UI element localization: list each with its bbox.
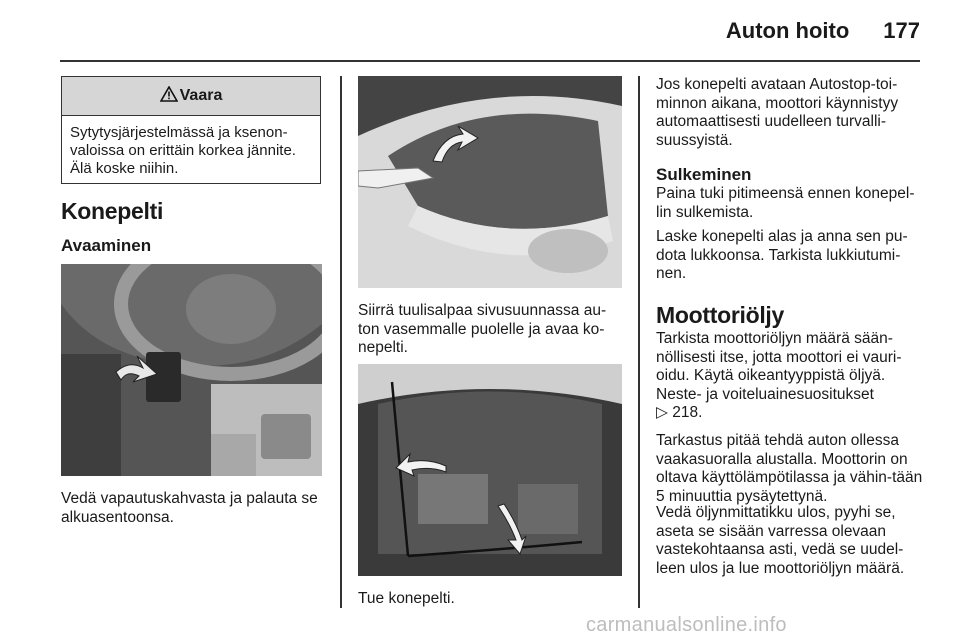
moottorioljy-heading: Moottoriöljy — [656, 302, 784, 328]
col1-caption: Vedä vapautuskahvasta ja palauta se alkuasentoonsa. — [61, 490, 318, 526]
sulkeminen-subheading: Sulkeminen — [656, 165, 752, 184]
warning-title: Vaara — [179, 87, 223, 104]
page-reference-link[interactable]: 218. — [672, 404, 703, 422]
closing-paragraph-2: Laske konepelti alas ja anna sen pu-dota lukkoonsa. Tarkista lukkiutumi-nen. — [656, 228, 908, 283]
section-title: Auton hoito — [725, 18, 850, 43]
hood-prop-photo — [358, 364, 622, 576]
watermark: carmanualsonline.info — [586, 614, 787, 636]
col2-caption-2: Tue konepelti. — [358, 590, 455, 607]
page-reference-arrow-icon: ▷ — [656, 404, 668, 422]
page-number: 177 — [883, 18, 920, 43]
warning-box — [61, 76, 321, 184]
column-divider-1 — [340, 76, 342, 608]
hood-release-photo — [61, 264, 322, 476]
warning-text: Sytytysjärjestelmässä ja ksenon-valoissa on erittäin korkea jännite. Älä koske niihin. — [70, 124, 296, 177]
running-header — [726, 18, 920, 44]
warning-header — [62, 77, 320, 116]
oil-paragraph-2: Tarkastus pitää tehdä auton ollessa vaakasuoralla alustalla. Moottorin on oltava käyttölämpötilassa ja vähin-tään 5 minuuttia pysäytettynä. — [656, 432, 923, 505]
warning-icon — [160, 86, 178, 107]
hood-latch-photo — [358, 76, 622, 288]
column-divider-2 — [638, 76, 640, 608]
oil-paragraph-1 — [656, 330, 926, 423]
konepelti-heading: Konepelti — [61, 198, 164, 224]
oil-paragraph-1-text: Tarkista moottoriöljyn määrä sään-nöllisesti itse, jotta moottori ei vauri-oidu. Käytä oikeantyyppistä öljyä. Neste- ja voiteluainesuositukset — [656, 330, 902, 403]
closing-paragraph-1: Paina tuki pitimeensä ennen konepel-lin sulkemista. — [656, 185, 915, 221]
oil-paragraph-3: Vedä öljynmittatikku ulos, pyyhi se, aseta se sisään varressa olevaan vastekohtaansa asti, vedä se uudel-leen ulos ja lue moottoriöljyn määrä. — [656, 504, 905, 577]
autostop-paragraph: Jos konepelti avataan Autostop-toi-minnon aikana, moottori käynnistyy automaattisesti uudelleen turvalli-suussyistä. — [656, 76, 899, 149]
avaaminen-subheading: Avaaminen — [61, 236, 152, 255]
col2-caption-1: Siirrä tuulisalpaa sivusuunnassa au-ton vasemmalle puolelle ja avaa ko-nepelti. — [358, 302, 607, 357]
header-rule — [60, 60, 920, 62]
